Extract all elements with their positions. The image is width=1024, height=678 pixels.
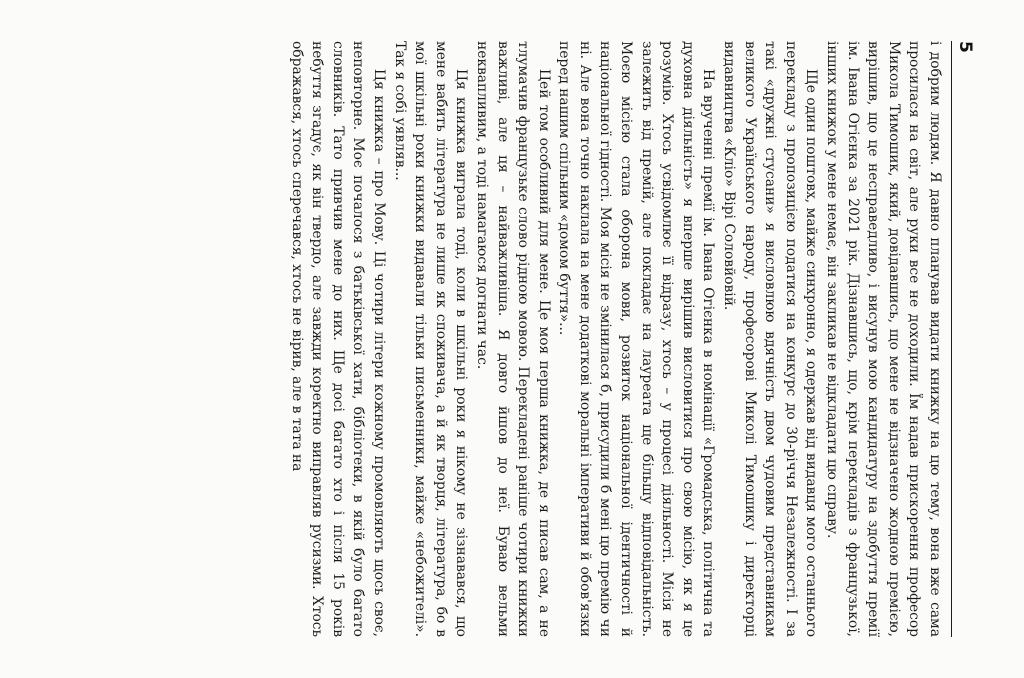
book-page <box>32 19 992 659</box>
paragraph: і добрим людям. Я давно планував видати книжку на цю тему, вона вже сама просилася на світ, але руки все не доходили. Їм надав прискорення професор Микола Тимошик, який, довідавшись, що мене не відзначено жодною премією, вирішив, що це несправедливо, і висунув мою кандидатуру на здобуття премії ім. Івана Огієнка за 2021 рік. Дізнавшись, що, крім перекладів з французької, інших книжок у мене немає, він закликав не відкладати цю справу. <box>824 41 943 637</box>
page-number: 5 <box>955 41 975 53</box>
page-header <box>951 41 978 637</box>
paragraph: Цей том особливий для мене. Це моя перша книжка, де я писав сам, а не тлумачив французьке слово рідною мовою. Перекладені раніше чотири книжки важливі, але ця – найважливіша. Я довго йшов до неї. Буваю вельми неквапливим, а тоді намагаюся догнати час. <box>473 41 552 637</box>
paragraph: Ця книжка виграла тоді, коли в шкільні роки я нікому не зізнавався, що мене вабить література не лише як споживача, а й як творця, література, бо в мої шкільні роки книжки видавали тільки письменники, майже «небожителі». Так я собі уявляв... <box>391 41 470 637</box>
page-body-text <box>286 41 945 637</box>
paragraph: На врученні премії ім. Івана Огієнка в номінації «Громадська, політична та духовна діяльність» я вперше вирішив висловитися про свою місію, як я це розумію. Хтось усвідомлює її відразу, хтось – у процесі діяльності. Місія не залежить від премій, але покладає на лауреата ще більшу відповідальність. Моєю місією стала оборона мови, розвиток національної ідентичності й національної гідності. Моя місія не змінилася б, присудили б мені цю премію чи ні. Але вона точно наклала на мене додаткові моральні імперативи й обов'язки перед нашим спільним «домом буття»... <box>556 41 717 637</box>
paragraph: Ще один поштовх, майже синхронно, я одержав від видавця мого останнього перекладу з пропозицією податися на конкурс до 30-річчя Незалежності. І за такі «дружні стусани» я висловлюю вдячність двом чудовим представникам великого Українського народу, професорові Миколі Тимошику і директорці видавництва «Кліо» Вірі Соловйовій. <box>721 41 820 637</box>
paragraph: Ця книжка – про Мову. Ці чотири літери кожному промовляють щось своє, неповторне. Моє почалося з батьківської хати, бібліотеки, в якій було багато словників. Тато привчив мене до них. Ще досі багато хто і після 15 років небуття згадує, як він твердо, але завжди коректно виправляв русизми. Хтось ображався, хтось сперечався, хтось не вірив, але в тата на <box>288 41 387 637</box>
